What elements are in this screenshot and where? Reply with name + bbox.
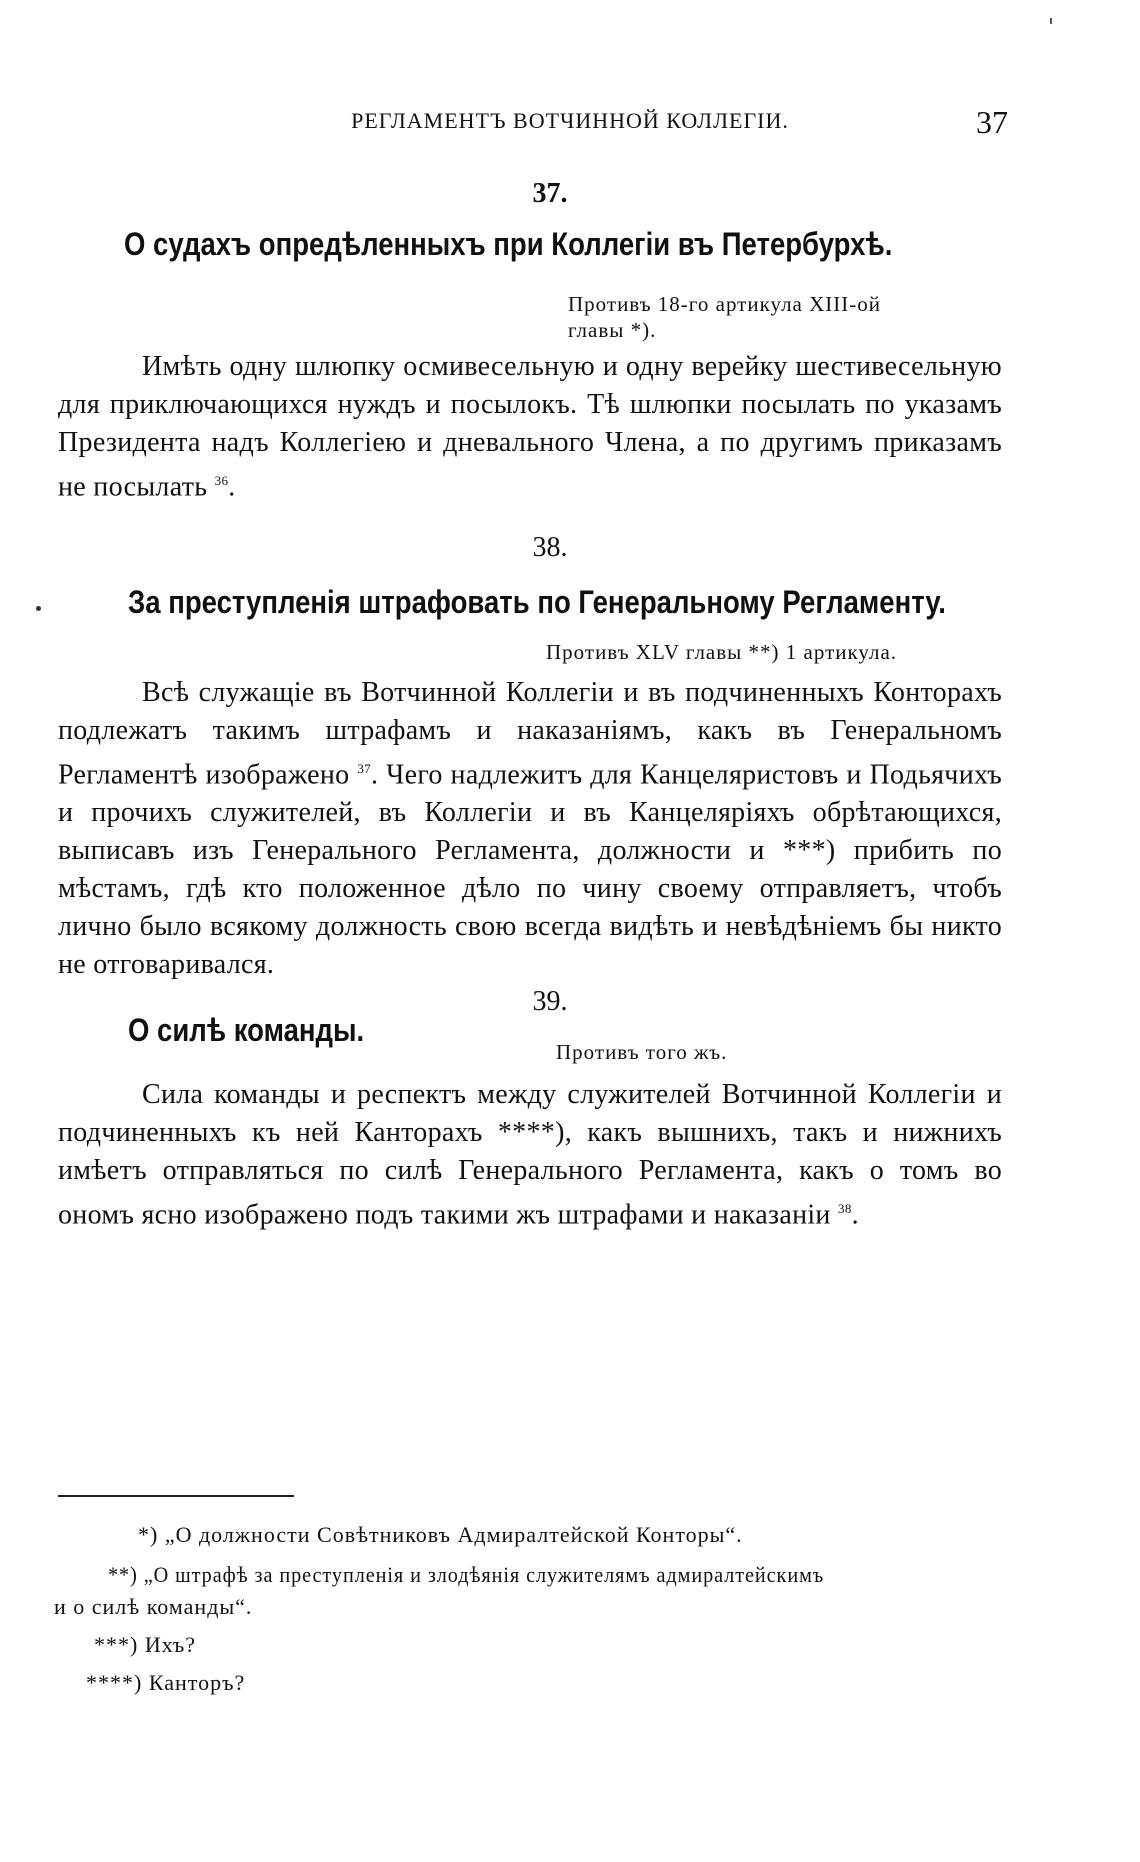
section-38-body [58,674,1002,984]
footnote-4: ****) Канторъ? [86,1670,246,1695]
section-37-number: 37. [532,178,568,209]
section-39-end: . [851,1199,859,1231]
section-38-text-b: . Чего надлежитъ для Канцеляристовъ и Подьячихъ и прочихъ служителей, въ Коллегіи и въ Канцеляріяхъ обрѣтающихся, выписавъ изъ Генерального Регламента, должности и ***) прибить по мѣстамъ, гдѣ кто положенное дѣло по чину своему отправляетъ, чтобъ лично было всякому должность свою всегда видѣть и невѣдѣніемъ бы никто не отговаривался. [58,759,1002,981]
section-38-title: За преступленія штрафовать по Генеральному Регламенту. [128,584,946,620]
footnote-2-line2: и о силѣ команды“. [54,1594,253,1619]
page-number: 37 [976,104,1008,140]
footnote-ref-37: 37 [357,761,371,776]
section-39-title: О силѣ команды. [128,1012,365,1048]
section-38-number: 38. [532,532,568,563]
section-37-text: Имѣть одну шлюпку осмивесельную и одну верейку шестивесельную для приключающихся нуждъ и посылокъ. Тѣ шлюпки посылать по указамъ Президента надъ Коллегіею и дневального Члена, а по другимъ приказамъ не посылать [58,351,1002,503]
footnote-2-line1: **) „О штрафѣ за преступленія и злодѣянія служителямъ адмиралтейскимъ [108,1562,825,1587]
section-37-note-line2: главы *). [568,318,657,342]
section-37-end: . [228,471,236,503]
footnote-rule [58,1495,294,1497]
scan-speck [36,606,41,611]
scan-mark [1050,18,1052,24]
section-39-text: Сила команды и респектъ между служителей Вотчинной Коллегіи и подчиненныхъ къ ней Канторахъ ****), какъ вышнихъ, такъ и нижнихъ имѣетъ отправляться по силѣ Генерального Регламента, какъ о томъ во ономъ ясно изображено подъ такими жъ штрафами и наказаніи [58,1079,1002,1231]
section-37-body [58,348,1002,506]
section-39-number: 39. [532,986,568,1017]
section-38-note: Противъ XLV главы **) 1 артикула. [546,640,898,664]
footnote-3: ***) Ихъ? [94,1632,197,1657]
footnote-1: *) „О должности Совѣтниковъ Адмиралтейской Конторы“. [138,1522,743,1547]
footnote-ref-36: 36 [214,473,229,488]
section-39-note: Противъ того жъ. [556,1040,728,1064]
running-title: РЕГЛАМЕНТЪ ВОТЧИННОЙ КОЛЛЕГІИ. [351,108,789,133]
section-37-note-line1: Противъ 18-го артикула ХIII-ой [568,292,882,316]
footnote-ref-38: 38 [838,1201,852,1216]
section-37-title: О судахъ опредѣленныхъ при Коллегіи въ Петербурхѣ. [124,226,893,262]
section-38-text-a: Всѣ служащіе въ Вотчинной Коллегіи и въ подчиненныхъ Конторахъ подлежатъ такимъ штрафамъ и наказаніямъ, какъ въ Генеральномъ Регламентѣ изображено [58,677,1002,791]
section-39-body [58,1076,1002,1234]
